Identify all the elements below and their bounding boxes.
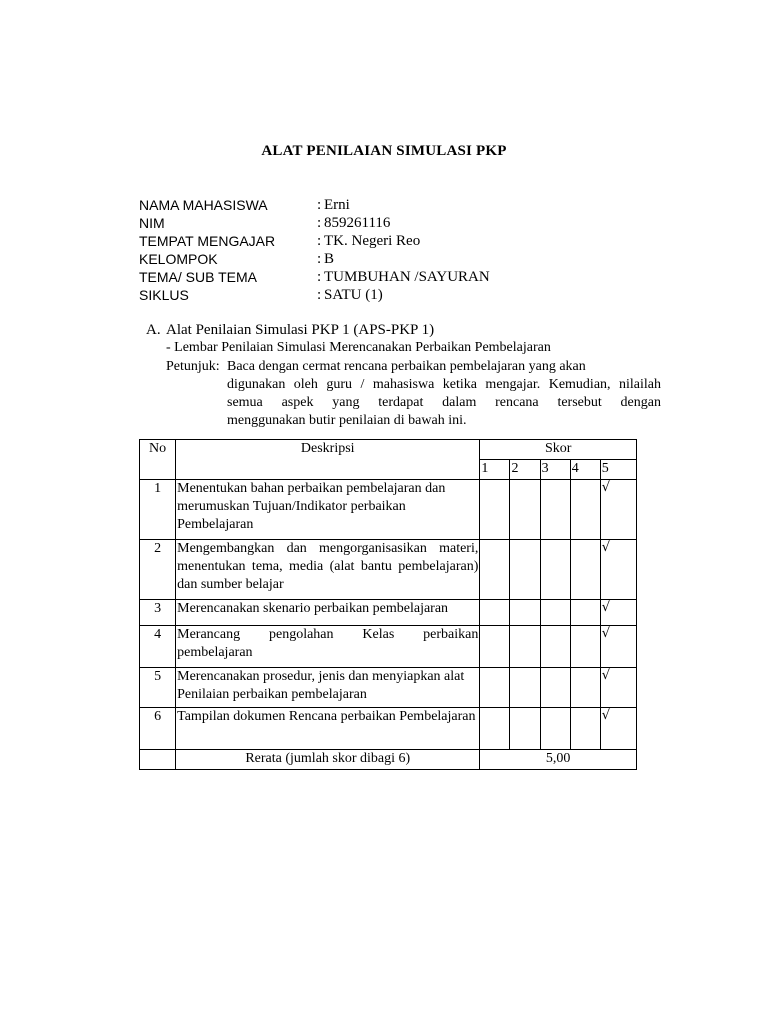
- check-mark: √: [600, 708, 636, 750]
- score-column-header: 3: [540, 460, 570, 480]
- identity-colon: :: [317, 269, 322, 285]
- header-deskripsi: Deskripsi: [176, 440, 480, 480]
- section-title: Alat Penilaian Simulasi PKP 1 (APS-PKP 1): [166, 322, 435, 338]
- identity-row: [139, 214, 490, 232]
- row-description: Merancang pengolahan Kelas perbaikan pembelajaran: [176, 626, 480, 668]
- identity-value: 859261116: [324, 215, 391, 231]
- score-cell: [540, 540, 570, 600]
- score-cell: [510, 540, 540, 600]
- row-description: Merencanakan prosedur, jenis dan menyiapkan alat Penilaian perbaikan pembelajaran: [176, 668, 480, 708]
- identity-row: [139, 232, 490, 250]
- score-column-header: 5: [600, 460, 636, 480]
- table-row: [140, 600, 637, 626]
- score-cell: [540, 708, 570, 750]
- score-column-header: 4: [570, 460, 600, 480]
- row-description: Menentukan bahan perbaikan pembelajaran dan merumuskan Tujuan/Indikator perbaikan Pembelajaran: [176, 480, 480, 540]
- score-cell: [570, 668, 600, 708]
- score-cell: [510, 626, 540, 668]
- identity-colon: :: [317, 287, 322, 303]
- check-mark: √: [600, 626, 636, 668]
- score-cell: [570, 708, 600, 750]
- check-mark: √: [600, 540, 636, 600]
- score-cell: [540, 480, 570, 540]
- section-subtitle: - Lembar Penilaian Simulasi Merencanakan Perbaikan Pembelajaran: [166, 340, 551, 355]
- row-number: 2: [140, 540, 176, 600]
- identity-block: [139, 196, 490, 304]
- footer-label: Rerata (jumlah skor dibagi 6): [176, 750, 480, 770]
- score-cell: [480, 600, 510, 626]
- score-cell: [510, 668, 540, 708]
- score-column-header: 1: [480, 460, 510, 480]
- identity-row: [139, 250, 490, 268]
- score-cell: [570, 626, 600, 668]
- identity-colon: :: [317, 251, 322, 267]
- row-description: Mengembangkan dan mengorganisasikan materi, menentukan tema, media (alat bantu pembelajaran) dan sumber belajar: [176, 540, 480, 600]
- identity-row: [139, 268, 490, 286]
- score-cell: [510, 600, 540, 626]
- score-cell: [570, 480, 600, 540]
- table-row: [140, 540, 637, 600]
- row-number: 5: [140, 668, 176, 708]
- row-number: 1: [140, 480, 176, 540]
- score-cell: [570, 540, 600, 600]
- identity-colon: :: [317, 233, 322, 249]
- identity-label: NIM: [139, 215, 165, 231]
- identity-value: TK. Negeri Reo: [324, 233, 421, 249]
- assessment-table: [139, 439, 637, 770]
- score-cell: [540, 626, 570, 668]
- check-mark: √: [600, 480, 636, 540]
- check-mark: √: [600, 600, 636, 626]
- table-row: [140, 480, 637, 540]
- score-cell: [540, 600, 570, 626]
- score-cell: [480, 708, 510, 750]
- page-title: ALAT PENILAIAN SIMULASI PKP: [261, 143, 507, 159]
- score-cell: [480, 480, 510, 540]
- score-column-header: 2: [510, 460, 540, 480]
- table-footer-row: [140, 750, 637, 770]
- footer-value: 5,00: [480, 750, 637, 770]
- identity-label: TEMPAT MENGAJAR: [139, 233, 276, 249]
- score-cell: [480, 540, 510, 600]
- instructions-line: menggunakan butir penilaian di bawah ini.: [227, 413, 467, 428]
- score-cell: [540, 668, 570, 708]
- table-row: [140, 626, 637, 668]
- identity-label: SIKLUS: [139, 287, 189, 303]
- identity-label: KELOMPOK: [139, 251, 218, 267]
- identity-label: NAMA MAHASISWA: [139, 197, 268, 213]
- identity-label: TEMA/ SUB TEMA: [139, 269, 257, 285]
- table-row: [140, 708, 637, 750]
- identity-row: [139, 286, 490, 304]
- check-mark: √: [600, 668, 636, 708]
- instructions-line: Baca dengan cermat rencana perbaikan pembelajaran yang akan: [227, 359, 586, 374]
- instructions-text: [227, 358, 661, 430]
- score-cell: [510, 480, 540, 540]
- score-cell: [480, 626, 510, 668]
- identity-value: SATU (1): [324, 287, 383, 303]
- table-row: [140, 668, 637, 708]
- section-heading: [146, 321, 666, 339]
- identity-value: Erni: [324, 197, 350, 213]
- row-description: Merencanakan skenario perbaikan pembelajaran: [176, 600, 480, 626]
- identity-row: [139, 196, 490, 214]
- instructions-line: digunakan oleh guru / mahasiswa ketika mengajar. Kemudian, nilailah: [227, 377, 661, 392]
- identity-colon: :: [317, 215, 322, 231]
- score-cell: [570, 600, 600, 626]
- header-no: No: [140, 440, 176, 480]
- identity-value: B: [324, 251, 335, 267]
- score-cell: [510, 708, 540, 750]
- footer-empty-cell: [140, 750, 176, 770]
- row-number: 6: [140, 708, 176, 750]
- instructions-line: semua aspek yang terdapat dalam rencana tersebut dengan: [227, 395, 661, 410]
- identity-colon: :: [317, 197, 322, 213]
- row-description: Tampilan dokumen Rencana perbaikan Pembelajaran: [176, 708, 480, 750]
- identity-value: TUMBUHAN /SAYURAN: [324, 269, 490, 285]
- instructions-label: Petunjuk:: [166, 359, 220, 374]
- section-letter: A.: [146, 322, 161, 338]
- row-number: 3: [140, 600, 176, 626]
- header-skor: Skor: [480, 440, 637, 460]
- score-cell: [480, 668, 510, 708]
- row-number: 4: [140, 626, 176, 668]
